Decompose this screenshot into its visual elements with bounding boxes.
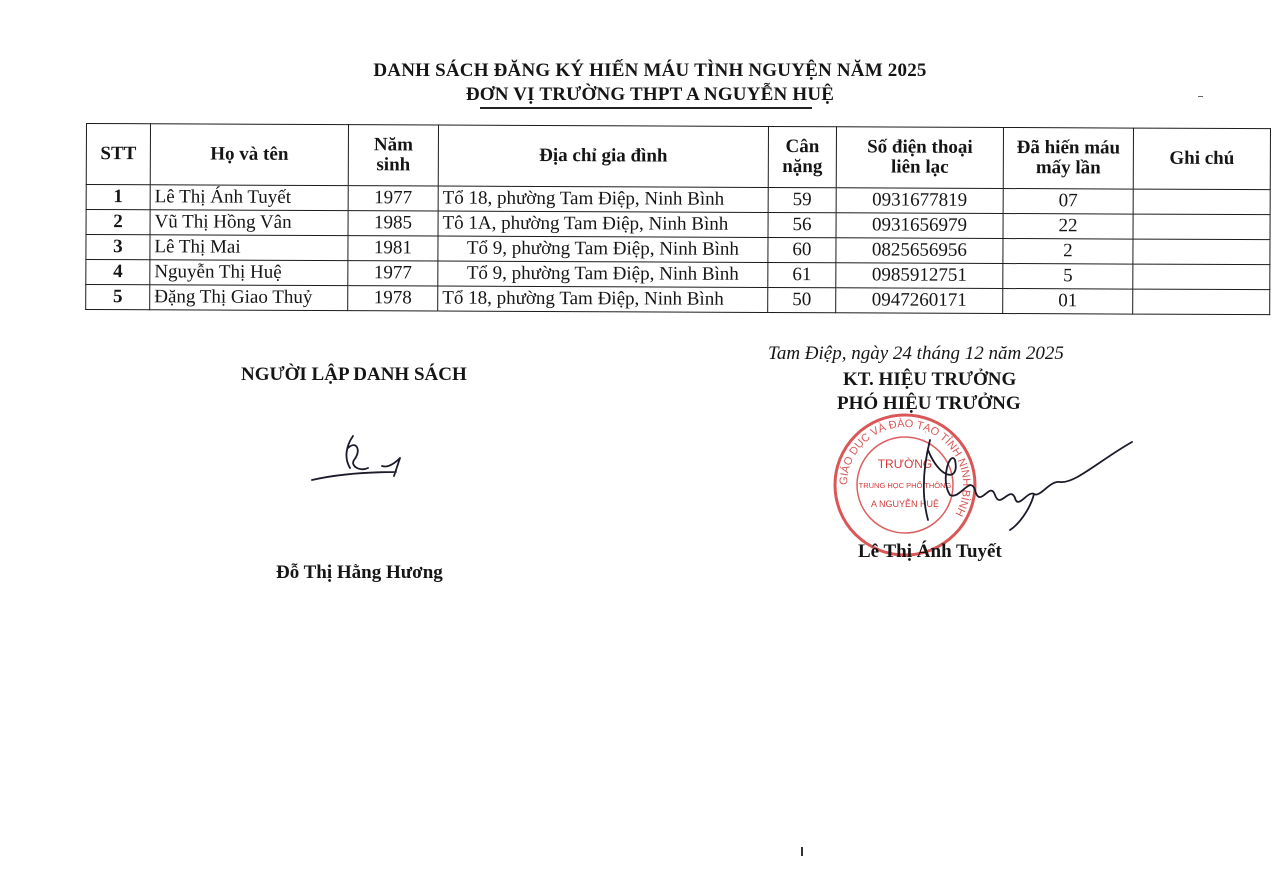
cell-address: Tổ 18, phường Tam Điệp, Ninh Bình: [438, 286, 768, 312]
header-phone-line1: Số điện thoại: [867, 136, 973, 158]
header-phone: [836, 127, 1003, 189]
header-stt: STT: [86, 124, 150, 185]
cell-times: 2: [1003, 239, 1133, 265]
cell-weight: 59: [768, 187, 836, 212]
cell-weight: 56: [768, 212, 836, 237]
cell-address: Tổ 9, phường Tam Điệp, Ninh Bình: [438, 236, 768, 262]
cell-year: 1977: [348, 261, 438, 286]
cell-times: 5: [1003, 264, 1133, 290]
cell-weight: 61: [768, 262, 836, 287]
cell-year: 1981: [348, 236, 438, 261]
cell-address: Tô 1A, phường Tam Điệp, Ninh Bình: [438, 211, 768, 237]
cell-year: 1978: [348, 286, 438, 311]
cell-note: [1133, 214, 1270, 240]
page-mark: [801, 847, 803, 856]
subtitle-underline: [480, 107, 812, 109]
cell-year: 1977: [348, 186, 438, 211]
seal-line1: TRƯỜNG: [877, 457, 933, 471]
seal-line2: TRUNG HỌC PHỔ THÔNG: [858, 481, 952, 490]
header-name: Họ và tên: [150, 124, 348, 186]
approver-heading-2: PHÓ HIỆU TRƯỞNG: [837, 393, 1021, 414]
approver-signature: [900, 420, 1140, 550]
document-subtitle: ĐƠN VỊ TRƯỜNG THPT A NGUYỄN HUỆ: [465, 84, 835, 105]
header-times: [1003, 128, 1133, 190]
header-year-line1: Năm: [373, 134, 413, 156]
cell-note: [1133, 264, 1270, 290]
header-phone-line2: liên lạc: [891, 156, 949, 178]
header-weight-line1: Cân: [785, 136, 820, 158]
document-title: DANH SÁCH ĐĂNG KÝ HIẾN MÁU TÌNH NGUYỆN NĂM 2025: [373, 60, 927, 81]
cell-stt: 4: [86, 260, 150, 285]
approver-name: Lê Thị Ánh Tuyết: [858, 541, 1002, 562]
seal-ring-text: GIÁO DỤC VÀ ĐÀO TẠO TỈNH NINH BÌNH: [837, 417, 973, 519]
seal-line3: A NGUYỄN HUỆ: [870, 499, 940, 509]
cell-address: Tổ 9, phường Tam Điệp, Ninh Bình: [438, 261, 768, 287]
cell-stt: 1: [86, 185, 150, 210]
table-header-row: [86, 124, 1270, 190]
cell-weight: 50: [768, 287, 836, 312]
cell-phone: 0931677819: [836, 188, 1003, 214]
cell-name: Lê Thị Ánh Tuyết: [150, 185, 348, 211]
header-times-line1: Đã hiến máu: [1016, 137, 1121, 159]
cell-stt: 5: [86, 285, 150, 310]
cell-weight: 60: [768, 237, 836, 262]
cell-phone: 0985912751: [836, 263, 1003, 289]
cell-phone: 0931656979: [836, 213, 1003, 239]
preparer-signature: [308, 428, 418, 488]
cell-stt: 3: [86, 235, 150, 260]
header-year-line2: sinh: [376, 154, 411, 176]
cell-year: 1985: [348, 211, 438, 236]
cell-phone: 0825656956: [836, 238, 1003, 264]
scan-mark: [1198, 96, 1203, 97]
header-times-line2: mấy lần: [1035, 157, 1101, 179]
preparer-name: Đỗ Thị Hằng Hương: [276, 562, 443, 583]
cell-note: [1133, 189, 1270, 215]
cell-times: 01: [1003, 289, 1133, 315]
header-address: Địa chỉ gia đình: [438, 125, 768, 187]
cell-phone: 0947260171: [836, 288, 1003, 314]
cell-stt: 2: [86, 210, 150, 235]
signing-date: Tam Điệp, ngày 24 tháng 12 năm 2025: [768, 343, 1064, 364]
approver-heading-1: KT. HIỆU TRƯỞNG: [843, 369, 1017, 390]
cell-name: Lê Thị Mai: [150, 235, 348, 261]
cell-note: [1133, 289, 1270, 315]
cell-name: Vũ Thị Hồng Vân: [150, 210, 348, 236]
preparer-heading: NGƯỜI LẬP DANH SÁCH: [241, 364, 467, 385]
cell-name: Đặng Thị Giao Thuỷ: [150, 285, 348, 311]
header-weight: [768, 126, 836, 187]
header-year: [348, 125, 438, 186]
header-weight-line2: nặng: [782, 156, 823, 178]
cell-times: 22: [1003, 214, 1133, 240]
registration-table: [85, 123, 1271, 315]
table-row: [86, 285, 1270, 315]
header-note: Ghi chú: [1133, 128, 1270, 190]
cell-name: Nguyễn Thị Huệ: [150, 260, 348, 286]
cell-address: Tổ 18, phường Tam Điệp, Ninh Bình: [438, 186, 768, 212]
cell-times: 07: [1003, 189, 1133, 215]
cell-note: [1133, 239, 1270, 265]
